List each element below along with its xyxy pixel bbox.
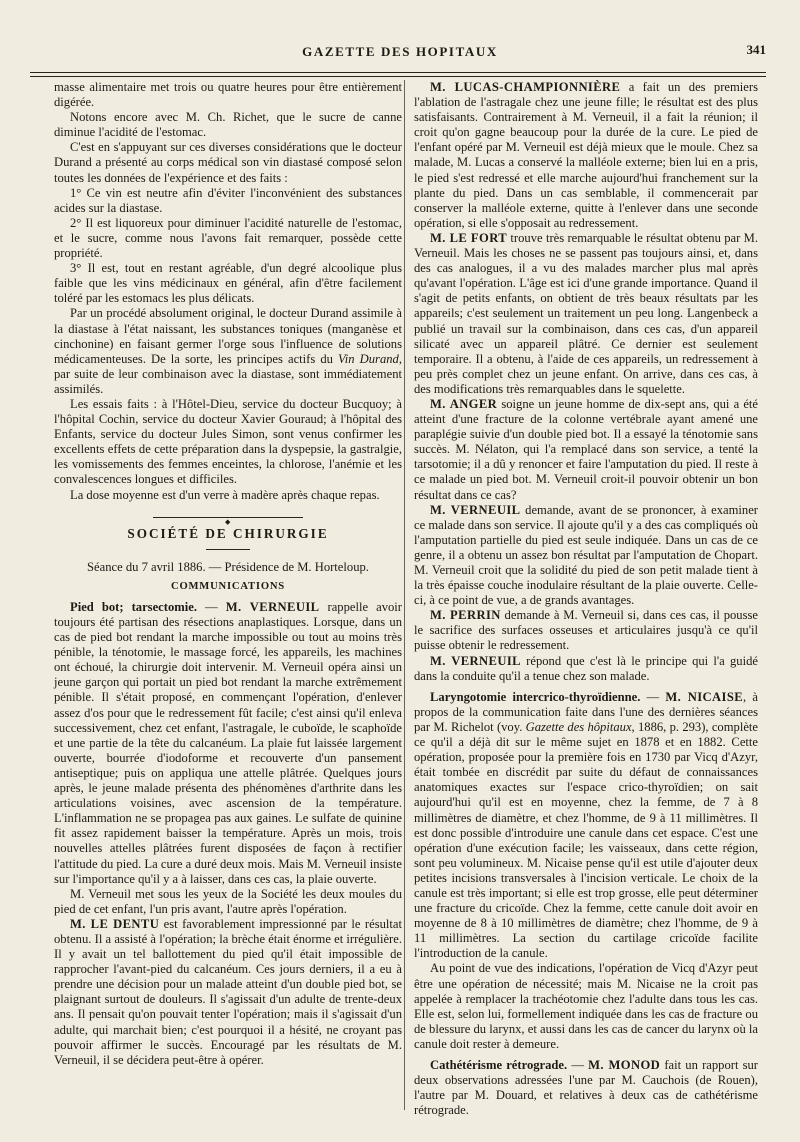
italic-text: Gazette des hôpitaux [525,719,632,734]
paragraph: Au point de vue des indications, l'opération de Vicq d'Azyr peut être une opération de nécessité; mais M. Nicaise ne la croit pas appelée à remplacer la trachéotomie chez l'adulte dans tous les cas. Elle est, selon lui, formellement indiquée dans les cas de fracture ou de blessure du larynx, et aussi dans les cas de cancer du larynx où la canule doit rester à demeure. [414,961,758,1051]
paragraph [54,306,402,397]
paragraph: M. Verneuil met sous les yeux de la Société les deux moules du pied de cet enfant, l'un pris avant, l'autre après l'opération. [54,886,402,916]
article-heading: Laryngotomie intercrico-thyroïdienne. [430,689,641,704]
right-column [414,80,758,1118]
text-run: , à propos de la communication faite dans l'une des dernières séances par M. Richelot (voy. [414,689,758,734]
speaker-name: M. ANGER [430,396,498,411]
paragraph [54,917,402,1068]
paragraph: Laryngotomie intercrico-thyroïdienne. — M. NICAISE, à propos de la communication faite dans l'une des dernières séances par M. Richelot (voy. Gazette des hôpitaux, 1886, p. 293), complète ce qu'il a déjà dit sur le même sujet en 1878 et en 1882. Cette opération, proposée pour la première fois en 1730 par Vicq d'Azyr, était tombée en discrédit par suite du défaut de connaissances anatomiques exactes sur l'espace crico-thyroïdien; on sait aujourd'hui qu'il est en moyenne, chez la femme, de 7 à 8 millimètres de diamètre, et chez l'homme, de 9 à 11 millimètres. Il est donc possible d'introduire une canule dans cet espace. C'est une opération d'une exécution facile; les vaisseaux, dans cette région, sont peu volumineux. M. Nicaise pense qu'il est utile d'ajouter deux petites incisions transversales à l'incision verticale. Le choix de la canule est très important; si elle est trop grosse, elle peut déterminer une fracture du cricoïde. Chez la femme, cette canule doit avoir en moyenne de 8 à 10 millimètres de diamètre; chez l'homme, de 9 à 11 millimètres. La section du cartilage cricoïde facilite l'introduction de la canule. [414,689,758,961]
paragraph [414,654,758,684]
text-run: trouve très remarquable le résultat obtenu par M. Verneuil. Mais les choses ne se passent pas toujours ainsi, et, dans des cas analogues, il a vu des malades marcher plus mal après qu'avant l'opération. L'âge est ici d'une grande importance. Quand il s'agit de petits enfants, on obtient de très beaux résultats par les appareils; c'est seulement un traitement un peu long. Langenbeck a publié un travail sur la combinaison, dans ces cas, d'un appareil silicaté avec un appareil plâtré. Ce dernier est seulement temporaire. Il a obtenu, à l'aide de ces appareils, un redressement à peu près complet chez un jeune enfant. On arrive, dans ces cas, à des modifications très remarquables dans le squelette. [414,230,758,396]
running-title: GAZETTE DES HOPITAUX [302,44,498,59]
paragraph: C'est en s'appuyant sur ces diverses considérations que le docteur Durand a présenté au corps médical son vin diastasé composé selon toutes les données de l'expérience et des faits : [54,140,402,185]
left-column [54,80,402,1068]
speaker-name: M. VERNEUIL [430,502,521,517]
page-header [34,38,766,68]
section-divider [153,517,303,526]
text-run: demande à M. Verneuil si, dans ces cas, il pousse le sacrifice des surfaces osseuses et articulaires jusqu'à ce qu'il puisse obtenir le redressement. [414,608,758,653]
paragraph: Pied bot; tarsectomie. — M. VERNEUIL rappelle avoir toujours été partisan des résections anaplastiques. Lorsque, dans un cas de pied bot rendant la marche impossible ou tout au moins très pénible, la ténotomie, le massage forcé, les appareils, les machines ont échoué, la chirurgie doit intervenir. M. Verneuil opéra ainsi un jeune garçon qui portait un pied bot rendant la marche extrêmement pénible. Il s'était proposé, en commençant l'opération, d'enlever assez d'os pour que le redressement fût facile; c'est ainsi qu'il enleva successivement, chez cet enfant, l'astragale, le cuboïde, le scaphoïde et une partie de la tête du calcanéum. La plaie fut laissée largement ouverte, bourrée d'iodoforme et recouverte d'un pansement antiseptique; puis on appliqua une attelle plâtrée. Quelques jours après, le jeune malade présenta des phénomènes d'arthrite dans les articulations voisines, avec ascension de la température. L'inflammation ne se propagea pas aux gaines. Le sulfate de quinine fit assez rapidement baisser la température. Après un mois, trois nouvelles attelles plâtrées furent disposées de façon à rectifier l'attitude du pied. La cure a duré deux mois. Mais M. Verneuil insiste sur l'importance qu'il y a à laisser, dans ces cas, la plaie ouverte. [54,599,403,886]
paragraph: 3° Il est, tout en restant agréable, d'un degré alcoolique plus faible que les vins médicinaux en général, afin d'être facilement toléré par les estomacs les plus délicats. [54,261,402,306]
speaker-name: M. NICAISE [665,689,744,704]
text-run: répond que c'est là le principe qui l'a guidé dans la conduite qu'il a tenue chez son malade. [414,653,758,683]
paragraph: 1° Ce vin est neutre afin d'éviter l'inconvénient des substances acides sur la diastase. [54,185,402,215]
italic-text: Vin Durand [338,351,399,366]
text-run: soigne un jeune homme de dix-sept ans, qui a été atteint d'une fracture de la colonne vertébrale ayant amené une paraplégie suivie d'un double pied bot. Il a essayé la ténotomie sans succès. M. Nélaton, qui l'a remplacé dans son service, a tenté la tarsotomie; il a dû y renoncer et faire l'amputation du pied. Il reste à ce malade un pied bot. M. Verneuil croit-il pouvoir obtenir un bon résultat dans ce cas? [414,396,759,502]
speaker-name: M. VERNEUIL [430,653,521,668]
speaker-name: M. MONOD [588,1058,661,1072]
speaker-name: M. LE DENTU [70,916,160,931]
paragraph [414,80,758,231]
paragraph: Les essais faits : à l'Hôtel-Dieu, service du docteur Bucquoy; à l'hôpital Cochin, service du docteur Xavier Gouraud; à l'hôpital des Enfants, service du docteur Jules Simon, sont venus confirmer les excellents effets de cette préparation dans la dyspepsie, la gastralgie, les vomissements des femmes enceintes, la chlorose, l'anémie et les convalescences longues et difficiles. [54,396,402,487]
paragraph [414,231,758,397]
text-run: , 1886, p. 293), complète ce qu'il a déjà dit sur le même sujet en 1878 et en 1882. Cette opération, proposée pour la première fois en 1730 par Vicq d'Azyr, était tombée en discrédit par suite du défaut de connaissances anatomiques exactes sur l'espace crico-thyroïdien; on sait aujourd'hui qu'il est en moyenne, chez la femme, de 7 à 8 millimètres de diamètre, et chez l'homme, de 9 à 11 millimètres. Il est donc possible d'introduire une canule dans cet espace. C'est une opération d'une exécution facile; les vaisseaux, dans cette région, sont peu volumineux. M. Nicaise pense qu'il est utile d'ajouter deux petites incisions transversales à l'incision verticale. Le choix de la canule est très important; si elle est trop grosse, elle peut déterminer une fracture du cricoïde. Chez la femme, cette canule doit avoir en moyenne de 8 à 10 millimètres de diamètre; chez l'homme, de 9 à 11 millimètres. La section du cartilage cricoïde facilite l'introduction de la canule. [414,719,758,961]
meeting-line: Séance du 7 avril 1886. — Présidence de M. Horteloup. [87,559,369,574]
text-run: fait un rapport sur deux observations adressées l'une par M. Cauchois (de Rouen), l'autre par M. Douard, et relatives à deux cas de cathétérisme rétrograde. [414,1058,759,1118]
speaker-name: M. PERRIN [430,608,501,623]
speaker-name: M. LE FORT [430,230,508,245]
paragraph: masse alimentaire met trois ou quatre heures pour être entièrement digérée. [54,80,402,110]
speaker-name: M. VERNEUIL [225,599,320,614]
paragraph: Notons encore avec M. Ch. Richet, que le sucre de canne diminue l'acidité de l'estomac. [54,110,402,140]
paragraph: Cathétérisme rétrograde. — M. MONOD fait un rapport sur deux observations adressées l'une par M. Cauchois (de Rouen), l'autre par M. Douard, et relatives à deux cas de cathétérisme rétrograde. [414,1058,759,1118]
column-divider [404,80,405,1110]
paragraph [414,503,758,609]
text-run: rappelle avoir toujours été partisan des résections anaplastiques. Lorsque, dans un cas de pied bot rendant la marche impossible ou tout au moins très pénible, la ténotomie, le massage forcé, les appareils, les machines ont échoué, la chirurgie doit intervenir. M. Verneuil opéra ainsi un jeune garçon qui portait un pied bot rendant la marche extrêmement pénible. Il s'était proposé, en commençant l'opération, d'enlever assez d'os pour que le redressement fût facile; c'est ainsi qu'il enleva successivement, chez cet enfant, l'astragale, le cuboïde, le scaphoïde et une partie de la tête du calcanéum. La plaie fut laissée largement ouverte, bourrée d'iodoforme et recouverte d'un pansement antiseptique; puis on appliqua une attelle plâtrée. Quelques jours après, le jeune malade présenta des phénomènes d'arthrite dans les articulations voisines, avec ascension de la température. L'inflammation ne se propagea pas aux gaines. Le sulfate de quinine fit assez rapidement baisser la température. Après un mois, trois nouvelles attelles plâtrées furent disposées de façon à rectifier l'attitude du pied. La cure a duré deux mois. Mais M. Verneuil insiste sur l'importance qu'il y a à laisser, dans ces cas, la plaie ouverte. [54,599,403,886]
text-run: a fait un des premiers l'ablation de l'astragale chez une jeune fille; le résultat est des plus satisfaisants. Contrairement à M. Verneuil, il a fait la réunion; il croit qu'on gagne beaucoup pour la durée de la cure. Le pied de l'enfant opéré par M. Verneuil est déjà mieux que le moule. Chez sa malade, M. Lucas a conservé la malléole externe; bien lui en a pris, le pied s'est redressé et elle marche aujourd'hui franchement sur la plante du pied. Dans un cas semblable, il commencerait par conserver la malléole externe, quitte à l'enlever dans une seconde opération, si elle s'opposait au redressement. [414,80,758,230]
header-double-rule [30,72,766,77]
speaker-name: M. LUCAS-CHAMPIONNIÈRE [430,80,621,94]
subsection-title: COMMUNICATIONS [171,580,285,592]
article-heading: Pied bot; tarsectomie. [70,599,197,614]
text-run: demande, avant de se prononcer, à examiner ce malade dans son service. Il ajoute qu'il y a des cas compliqués où l'amputation partielle du pied est seule indiquée. Dans un cas de ce genre, il a obtenu un assez bon résultat par l'amputation de Chopart. M. Verneuil croit que la solidité du pied de son petit malade tient à la très épaisse couche inodulaire résultant de la plaie ouverte. Celle-ci, à ce point de vue, a de grands avantages. [414,502,758,608]
short-divider [206,549,250,550]
text-run: , par suite de leur combinaison avec la diastase, sont immédiatement assimilés. [54,351,403,396]
text-run: est favorablement impressionné par le résultat obtenu. Il a assisté à l'opération; la brèche était énorme et irrégulière. Il y avait un tel ballottement du pied qu'il était impossible de rapprocher l'avant-pied du calcanéum. Ces jours derniers, il a eu à prendre une décision pour un malade atteint d'un double pied bot, se plaignant surtout de douleurs. Il s'agissait d'un adulte de trente-deux ans. Il pensait qu'on pouvait tenter l'opération; mais il s'agissait d'un adulte, qui marchait bien; c'est pourquoi il a hésité, ne croyant pas pouvoir affirmer le succès. Encouragé par les résultats de M. Verneuil, il se décidera peut-être à opérer. [54,916,402,1067]
article-heading: Cathétérisme rétrograde. [430,1058,568,1072]
divider-ornament: ◆ [225,517,231,526]
section-title: SOCIÉTÉ DE CHIRURGIE [127,525,329,541]
paragraph [414,397,758,503]
paragraph: 2° Il est liquoreux pour diminuer l'acidité naturelle de l'estomac, et le sucre, comme nous l'avons fait remarquer, possède cette propriété. [54,215,402,261]
paragraph [414,608,758,653]
text-run: Par un procédé absolument original, le docteur Durand assimile à la diastase à l'état naissant, les substances toniques (manganèse et cinchonine) en faisant germer l'orge sous l'influence de solutions médicamenteuses. De la sorte, les principes actifs du [54,306,402,366]
page-number: 341 [746,42,766,57]
paragraph: La dose moyenne est d'un verre à madère après chaque repas. [70,487,380,502]
